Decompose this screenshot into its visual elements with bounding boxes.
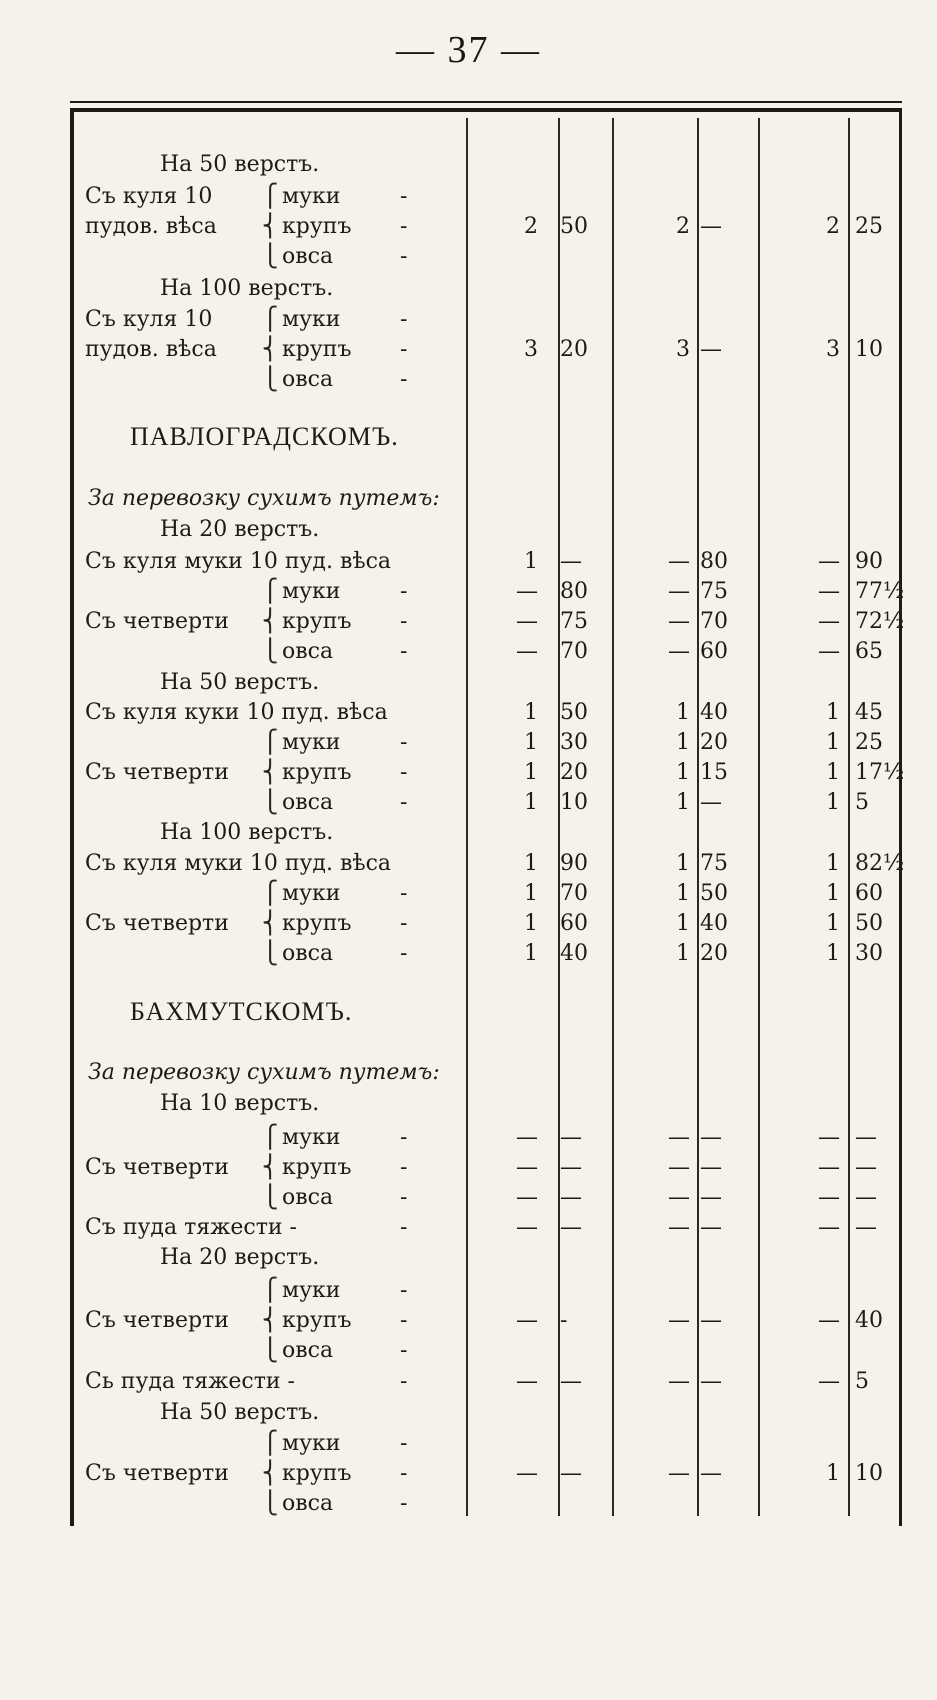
value-cell: — — [818, 579, 840, 604]
value-cell: 40 — [855, 1308, 883, 1333]
row-separator: - — [400, 214, 408, 239]
row-separator: - — [400, 609, 408, 634]
table-row — [0, 818, 937, 848]
value-cell: — — [700, 1215, 722, 1240]
value-cell: — — [818, 1155, 840, 1180]
value-cell: 1 — [826, 790, 840, 815]
value-cell: 25 — [855, 730, 883, 755]
row-group-label: пудов. вѣса — [85, 214, 217, 239]
value-cell: — — [516, 1125, 538, 1150]
value-cell: 1 — [676, 760, 690, 785]
table-row — [0, 515, 937, 545]
value-cell: 70 — [560, 881, 588, 906]
value-cell: 1 — [826, 941, 840, 966]
value-cell: 1 — [826, 760, 840, 785]
value-cell: — — [516, 579, 538, 604]
row-item-label: овса — [282, 244, 334, 269]
brace: ⎧ — [262, 579, 279, 604]
value-cell: 1 — [524, 851, 538, 876]
value-cell: 3 — [524, 337, 538, 362]
value-cell: — — [700, 790, 722, 815]
row-separator: - — [400, 244, 408, 269]
table-row — [0, 365, 937, 395]
row-separator: - — [400, 1461, 408, 1486]
value-cell: 1 — [676, 911, 690, 936]
brace: ⎩ — [262, 941, 279, 966]
row-group-label: Съ куля 10 — [85, 307, 213, 332]
value-cell: 40 — [700, 700, 728, 725]
value-cell: 1 — [524, 760, 538, 785]
value-cell: — — [560, 1215, 582, 1240]
value-cell: 10 — [855, 1461, 883, 1486]
value-cell: — — [516, 1461, 538, 1486]
brace: ⎨ — [262, 337, 279, 362]
table-row — [0, 274, 937, 304]
subsection-heading: За перевозку сухимъ путемъ: — [88, 486, 440, 511]
row-group-label: Съ куля 10 — [85, 184, 213, 209]
value-cell: 75 — [700, 851, 728, 876]
row-item-label: крупъ — [282, 911, 352, 936]
row-separator: - — [400, 941, 408, 966]
value-cell: 17½ — [855, 760, 905, 785]
row-separator: - — [400, 911, 408, 936]
value-cell: 1 — [826, 881, 840, 906]
value-cell: — — [700, 214, 722, 239]
row-group-label: Съ четверти — [85, 1308, 229, 1333]
row-group-label: Съ четверти — [85, 760, 229, 785]
value-cell: — — [516, 639, 538, 664]
value-cell: — — [560, 1125, 582, 1150]
value-cell: — — [818, 1369, 840, 1394]
value-cell: 77½ — [855, 579, 905, 604]
row-item-label: муки — [282, 1278, 341, 1303]
value-cell: - — [560, 1308, 568, 1333]
table-row — [0, 1058, 937, 1088]
value-cell: 1 — [826, 730, 840, 755]
row-item-label: муки — [282, 730, 341, 755]
row-item-label: муки — [282, 184, 341, 209]
value-cell: — — [855, 1125, 877, 1150]
value-cell: — — [668, 1215, 690, 1240]
value-cell: 1 — [524, 700, 538, 725]
value-cell: 90 — [560, 851, 588, 876]
table-row — [0, 997, 937, 1027]
value-cell: 72½ — [855, 609, 905, 634]
row-item-label: муки — [282, 881, 341, 906]
row-separator: - — [400, 1278, 408, 1303]
row-separator: - — [400, 579, 408, 604]
row-label: Сь пуда тяжести - — [85, 1369, 295, 1394]
value-cell: — — [516, 1369, 538, 1394]
value-cell: 2 — [524, 214, 538, 239]
table-row — [0, 1336, 937, 1366]
brace: ⎧ — [262, 730, 279, 755]
distance-heading: На 20 верстъ. — [160, 1245, 320, 1270]
value-cell: 82½ — [855, 851, 905, 876]
value-cell: 70 — [700, 609, 728, 634]
value-cell: 1 — [826, 851, 840, 876]
value-cell: 50 — [560, 214, 588, 239]
value-cell: — — [818, 639, 840, 664]
row-item-label: овса — [282, 790, 334, 815]
value-cell: — — [516, 609, 538, 634]
distance-heading: На 10 верстъ. — [160, 1091, 320, 1116]
value-cell: — — [668, 1155, 690, 1180]
row-item-label: овса — [282, 1338, 334, 1363]
row-item-label: крупъ — [282, 609, 352, 634]
value-cell: — — [516, 1155, 538, 1180]
value-cell: 40 — [700, 911, 728, 936]
row-item-label: муки — [282, 1125, 341, 1150]
brace: ⎩ — [262, 1491, 279, 1516]
brace: ⎧ — [262, 881, 279, 906]
table-row — [0, 1153, 937, 1183]
distance-heading: На 50 верстъ. — [160, 1400, 320, 1425]
row-item-label: крупъ — [282, 214, 352, 239]
value-cell: — — [560, 1369, 582, 1394]
brace: ⎨ — [262, 760, 279, 785]
table-row — [0, 1459, 937, 1489]
table-row — [0, 422, 937, 452]
value-cell: — — [516, 1215, 538, 1240]
table-row — [0, 1429, 937, 1459]
table-row — [0, 1243, 937, 1273]
table-row — [0, 879, 937, 909]
value-cell: — — [700, 1185, 722, 1210]
table-row — [0, 849, 937, 879]
value-cell: 65 — [855, 639, 883, 664]
table-row — [0, 1398, 937, 1428]
value-cell: — — [855, 1155, 877, 1180]
brace: ⎨ — [262, 1461, 279, 1486]
row-separator: - — [400, 1185, 408, 1210]
distance-heading: На 50 верстъ. — [160, 152, 320, 177]
brace: ⎧ — [262, 184, 279, 209]
value-cell: — — [516, 1185, 538, 1210]
table-row — [0, 1183, 937, 1213]
value-cell: 40 — [560, 941, 588, 966]
row-item-label: муки — [282, 579, 341, 604]
value-cell: 60 — [855, 881, 883, 906]
value-cell: 30 — [560, 730, 588, 755]
value-cell: 1 — [524, 911, 538, 936]
subsection-heading: За перевозку сухимъ путемъ: — [88, 1060, 440, 1085]
table-row — [0, 728, 937, 758]
page-number: — 37 — — [396, 29, 541, 71]
value-cell: 1 — [524, 730, 538, 755]
value-cell: — — [700, 1308, 722, 1333]
value-cell: 1 — [676, 730, 690, 755]
row-item-label: муки — [282, 1431, 341, 1456]
row-separator: - — [400, 1308, 408, 1333]
value-cell: — — [818, 549, 840, 574]
value-cell: — — [560, 1155, 582, 1180]
distance-heading: На 100 верстъ. — [160, 276, 334, 301]
value-cell: 80 — [700, 549, 728, 574]
row-label: Съ куля куки 10 пуд. вѣса — [85, 700, 388, 725]
row-separator: - — [400, 184, 408, 209]
table-row — [0, 1213, 937, 1243]
value-cell: — — [700, 1155, 722, 1180]
brace: ⎧ — [262, 307, 279, 332]
brace: ⎩ — [262, 1185, 279, 1210]
value-cell: — — [668, 1185, 690, 1210]
table-row — [0, 1089, 937, 1119]
distance-heading: На 100 верстъ. — [160, 820, 334, 845]
row-item-label: крупъ — [282, 1461, 352, 1486]
table-row — [0, 909, 937, 939]
brace: ⎨ — [262, 609, 279, 634]
value-cell: — — [818, 1185, 840, 1210]
row-separator: - — [400, 1155, 408, 1180]
table-row — [0, 212, 937, 242]
value-cell: 70 — [560, 639, 588, 664]
table-row — [0, 182, 937, 212]
row-item-label: крупъ — [282, 1155, 352, 1180]
value-cell: — — [560, 1185, 582, 1210]
table-row — [0, 305, 937, 335]
value-cell: — — [855, 1185, 877, 1210]
table-row — [0, 150, 937, 180]
table-row — [0, 1489, 937, 1519]
value-cell: 20 — [700, 730, 728, 755]
row-separator: - — [400, 881, 408, 906]
value-cell: — — [668, 1461, 690, 1486]
row-item-label: овса — [282, 1185, 334, 1210]
row-separator: - — [400, 367, 408, 392]
value-cell: 20 — [700, 941, 728, 966]
value-cell: 75 — [560, 609, 588, 634]
value-cell: — — [668, 579, 690, 604]
value-cell: 25 — [855, 214, 883, 239]
section-heading: БАХМУТСКОМЪ. — [130, 997, 353, 1026]
row-separator: - — [400, 1338, 408, 1363]
table-row — [0, 788, 937, 818]
table-row — [0, 547, 937, 577]
row-item-label: крупъ — [282, 760, 352, 785]
row-group-label: Съ четверти — [85, 609, 229, 634]
brace: ⎨ — [262, 1308, 279, 1333]
row-separator: - — [400, 1491, 408, 1516]
table-row — [0, 1367, 937, 1397]
value-cell: — — [700, 1125, 722, 1150]
value-cell: — — [700, 1369, 722, 1394]
value-cell: 20 — [560, 337, 588, 362]
value-cell: 15 — [700, 760, 728, 785]
value-cell: — — [668, 1125, 690, 1150]
value-cell: — — [668, 549, 690, 574]
value-cell: 30 — [855, 941, 883, 966]
row-item-label: овса — [282, 639, 334, 664]
value-cell: 10 — [560, 790, 588, 815]
distance-heading: На 20 верстъ. — [160, 517, 320, 542]
value-cell: 1 — [826, 1461, 840, 1486]
row-label: Съ куля муки 10 пуд. вѣса — [85, 851, 392, 876]
row-separator: - — [400, 1125, 408, 1150]
table-row — [0, 1306, 937, 1336]
row-group-label: Съ четверти — [85, 911, 229, 936]
value-cell: 60 — [560, 911, 588, 936]
table-row — [0, 1123, 937, 1153]
value-cell: 1 — [676, 851, 690, 876]
table-row — [0, 1276, 937, 1306]
value-cell: — — [560, 549, 582, 574]
value-cell: 3 — [826, 337, 840, 362]
value-cell: — — [818, 609, 840, 634]
brace: ⎩ — [262, 790, 279, 815]
table-row — [0, 335, 937, 365]
section-heading: ПАВЛОГРАДСКОМЪ. — [130, 422, 399, 451]
value-cell: 90 — [855, 549, 883, 574]
value-cell: 1 — [826, 911, 840, 936]
row-group-label: Съ четверти — [85, 1461, 229, 1486]
value-cell: 1 — [676, 790, 690, 815]
value-cell: 1 — [524, 881, 538, 906]
brace: ⎨ — [262, 1155, 279, 1180]
row-item-label: овса — [282, 1491, 334, 1516]
table-row — [0, 758, 937, 788]
brace: ⎩ — [262, 367, 279, 392]
value-cell: — — [668, 1308, 690, 1333]
value-cell: 1 — [676, 941, 690, 966]
value-cell: 45 — [855, 700, 883, 725]
value-cell: 10 — [855, 337, 883, 362]
value-cell: 5 — [855, 1369, 869, 1394]
brace: ⎩ — [262, 244, 279, 269]
value-cell: 2 — [676, 214, 690, 239]
brace: ⎨ — [262, 911, 279, 936]
row-item-label: муки — [282, 307, 341, 332]
value-cell: — — [516, 1308, 538, 1333]
value-cell: 1 — [524, 790, 538, 815]
row-item-label: овса — [282, 941, 334, 966]
table-row — [0, 637, 937, 667]
row-group-label: пудов. вѣса — [85, 337, 217, 362]
value-cell: 50 — [855, 911, 883, 936]
value-cell: — — [668, 1369, 690, 1394]
row-group-label: Съ четверти — [85, 1155, 229, 1180]
value-cell: — — [700, 337, 722, 362]
row-separator: - — [400, 1215, 408, 1240]
value-cell: — — [700, 1461, 722, 1486]
value-cell: — — [818, 1308, 840, 1333]
row-separator: - — [400, 1369, 408, 1394]
table-row — [0, 939, 937, 969]
value-cell: 1 — [524, 549, 538, 574]
value-cell: 75 — [700, 579, 728, 604]
brace: ⎧ — [262, 1431, 279, 1456]
row-separator: - — [400, 337, 408, 362]
row-label: Съ пуда тяжести - — [85, 1215, 297, 1240]
value-cell: 1 — [524, 941, 538, 966]
value-cell: 20 — [560, 760, 588, 785]
value-cell: — — [818, 1125, 840, 1150]
row-separator: - — [400, 730, 408, 755]
value-cell: — — [560, 1461, 582, 1486]
row-label: Съ куля муки 10 пуд. вѣса — [85, 549, 392, 574]
distance-heading: На 50 верстъ. — [160, 670, 320, 695]
value-cell: — — [668, 609, 690, 634]
row-separator: - — [400, 639, 408, 664]
brace: ⎧ — [262, 1125, 279, 1150]
row-item-label: овса — [282, 367, 334, 392]
row-separator: - — [400, 790, 408, 815]
value-cell: 50 — [560, 700, 588, 725]
value-cell: — — [668, 639, 690, 664]
table-row — [0, 242, 937, 272]
value-cell: 1 — [676, 881, 690, 906]
table-row — [0, 607, 937, 637]
value-cell: 3 — [676, 337, 690, 362]
value-cell: 1 — [826, 700, 840, 725]
brace: ⎨ — [262, 214, 279, 239]
value-cell: 80 — [560, 579, 588, 604]
table-row — [0, 484, 937, 514]
value-cell: 2 — [826, 214, 840, 239]
row-separator: - — [400, 1431, 408, 1456]
value-cell: — — [818, 1215, 840, 1240]
row-separator: - — [400, 307, 408, 332]
table-row — [0, 577, 937, 607]
row-item-label: крупъ — [282, 337, 352, 362]
table-row — [0, 668, 937, 698]
row-separator: - — [400, 760, 408, 785]
brace: ⎩ — [262, 1338, 279, 1363]
table-row — [0, 698, 937, 728]
value-cell: 1 — [676, 700, 690, 725]
brace: ⎩ — [262, 639, 279, 664]
brace: ⎧ — [262, 1278, 279, 1303]
value-cell: 50 — [700, 881, 728, 906]
value-cell: 60 — [700, 639, 728, 664]
value-cell: — — [855, 1215, 877, 1240]
row-item-label: крупъ — [282, 1308, 352, 1333]
value-cell: 5 — [855, 790, 869, 815]
